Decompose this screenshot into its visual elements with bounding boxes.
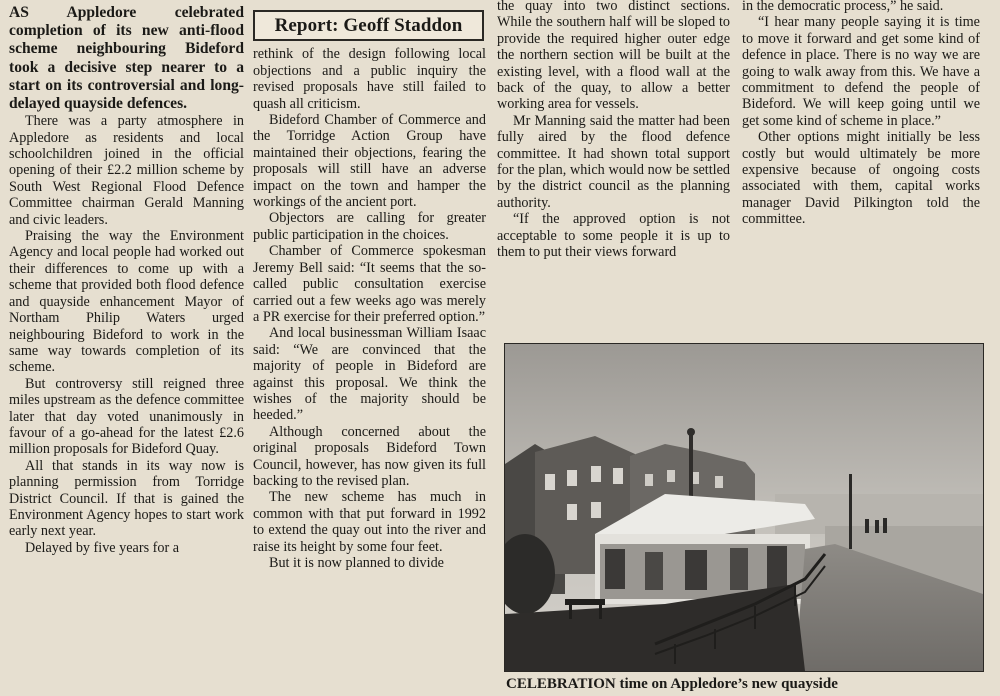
article-paragraph: But controversy still reigned three miles upstream as the defence committee later that day voted unanimously in favour of a go-ahead for the latest £2.6 million proposals for Bideford Quay.	[9, 375, 244, 458]
article-paragraph: Bideford Chamber of Commerce and the Torridge Action Group have maintained their objections, fearing the proposals will still have an adverse impact on the town and hamper the workings of the ancient port.	[253, 112, 486, 211]
photo-caption: CELEBRATION time on Appledore’s new quayside	[506, 676, 838, 692]
article-paragraph: “I hear many people saying it is time to move it forward and get some kind of defence in place. There is no way we are going to walk away from this. We have a commitment to defend the people of Bideford. We will keep going until we get some kind of scheme in place.”	[742, 14, 980, 129]
article-column-2	[253, 0, 486, 571]
article-lead: AS Appledore celebrated completion of its new anti-flood scheme neighbouring Bideford took a decisive step nearer to a start on its controversial and long-delayed quayside defences.	[9, 4, 244, 113]
article-paragraph: Chamber of Commerce spokesman Jeremy Bell said: “It seems that the so-called public consultation exercise carried out a few weeks ago was merely a PR exercise for their preferred option.”	[253, 243, 486, 325]
article-paragraph: And local businessman William Isaac said: “We are convinced that the majority of people in Bideford are against this proposal. We think the wishes of the majority should be heeded.”	[253, 325, 486, 424]
article-paragraph: Other options might initially be less costly but would ultimately be more expensive because of ongoing costs associated with them, capital works manager David Pilkington told the committee.	[742, 129, 980, 228]
quayside-photo	[504, 343, 984, 672]
article-paragraph: Mr Manning said the matter had been fully aired by the flood defence committee. It had shown total support for the plan, which would now be settled by the district council as the planning authority.	[497, 112, 730, 211]
article-paragraph: in the democratic process,” he said.	[742, 0, 944, 14]
article-column-3	[497, 0, 730, 261]
article-paragraph: But it is now planned to divide	[269, 555, 444, 571]
article-column-1	[9, 4, 244, 556]
article-paragraph: Delayed by five years for a	[25, 539, 180, 556]
article-paragraph: Praising the way the Environment Agency and local people had worked out their differences to come up with a scheme that provided both flood defence and quayside enhancement Mayor of Northam Philip Waters urged neighbouring Bideford to work in the same way towards completion of its scheme.	[9, 228, 244, 376]
article-paragraph: The new scheme has much in common with that put forward in 1992 to extend the quay out into the river and raise its height by some four feet.	[253, 489, 486, 555]
report-byline: Report: Geoff Staddon	[253, 10, 484, 41]
article-paragraph: Objectors are calling for greater public participation in the choices.	[253, 210, 486, 243]
article-column-4	[742, 0, 980, 228]
article-paragraph: All that stands in its way now is planning permission from Torridge District Council. If that is gained the Environment Agency hopes to start work early next year.	[9, 457, 244, 540]
article-paragraph: There was a party atmosphere in Appledore as residents and local schoolchildren joined in the official opening of their £2.2 million scheme by South West Regional Flood Defence Committee chairman Gerald Manning and civic leaders.	[9, 113, 244, 228]
article-paragraph: the quay into two distinct sections. While the southern half will be sloped to provide the required higher outer edge the northern section will be built at the existing level, with a flood wall at the back of the quay, to allow a better working area for vessels.	[497, 0, 730, 113]
article-paragraph: rethink of the design following local objections and a public inquiry the revised proposals have still failed to quash all criticism.	[253, 46, 486, 112]
article-paragraph: Although concerned about the original proposals Bideford Town Council, however, has now given its full backing to the revised plan.	[253, 423, 486, 489]
article-paragraph: “If the approved option is not acceptable to some people it is up to them to put their views forward	[497, 211, 730, 261]
